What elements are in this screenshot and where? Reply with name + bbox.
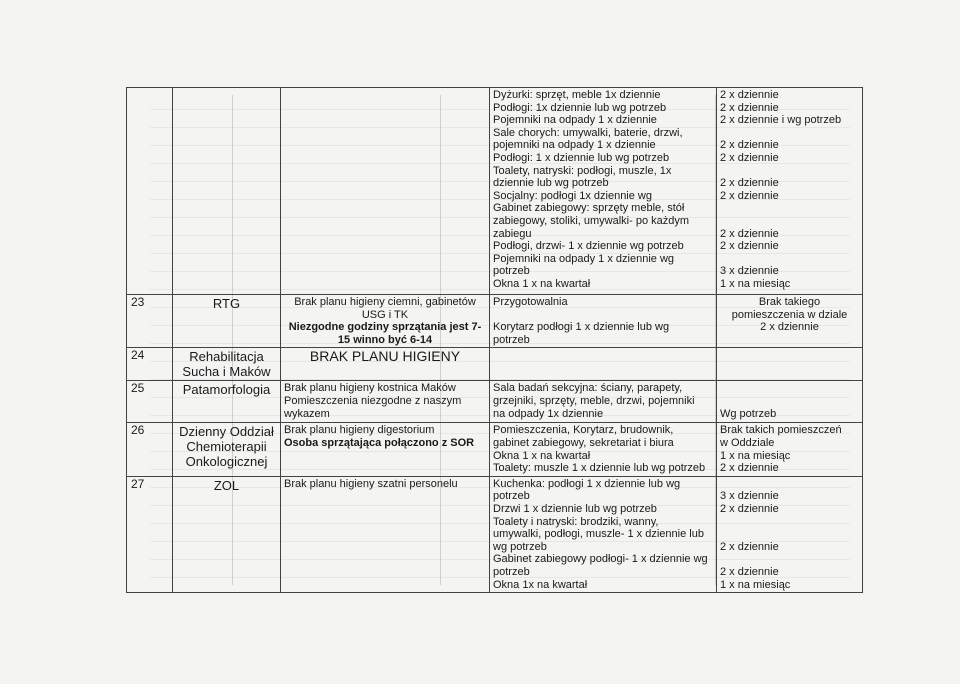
tasks-cell — [490, 295, 717, 348]
table-row — [127, 295, 863, 348]
task-line: Toalety, natryski: podłogi, muszle, 1x — [493, 164, 672, 177]
task-line: wg potrzeb — [493, 540, 547, 553]
row-number: 27 — [127, 476, 173, 592]
frequency-cell — [717, 295, 863, 348]
task-line: zabiegowy, stoliki, umywalki- po każdym — [493, 214, 690, 227]
row-number: 26 — [127, 423, 173, 476]
department-name: Dzienny Oddział Chemioterapii Onkologicznej — [173, 423, 281, 476]
row-number: 23 — [127, 295, 173, 348]
task-line: Podłogi: 1 x dziennie lub wg potrzeb — [493, 151, 670, 164]
frequency-line: pomieszczenia w dziale — [731, 308, 848, 321]
frequency-line: 2 x dziennie — [720, 151, 779, 164]
task-line: Podłogi: 1x dziennie lub wg potrzeb — [493, 101, 667, 114]
plan-line: Brak planu higieny kostnica Maków — [284, 382, 456, 395]
plan-line: Brak planu higieny szatni personelu — [284, 477, 458, 490]
document-sheet — [126, 87, 862, 593]
task-line: Pomieszczenia, Korytarz, brudownik, — [493, 424, 674, 437]
frequency-line: 2 x dziennie — [720, 177, 779, 190]
row-number: 24 — [127, 348, 173, 381]
frequency-line: 2 x dziennie — [720, 565, 779, 578]
row-number — [127, 88, 173, 295]
frequency-line: 2 x dziennie — [720, 227, 779, 240]
task-line: pojemniki na odpady 1 x dziennie — [493, 139, 656, 152]
plan-warning: Osoba sprzątająca połączono z SOR — [284, 436, 475, 449]
frequency-cell — [717, 381, 863, 423]
frequency-line: w Oddziale — [720, 436, 775, 449]
tasks-cell — [490, 88, 717, 295]
frequency-line: 2 x dziennie — [720, 462, 779, 475]
task-line: Sala badań sekcyjna: ściany, parapety, — [493, 382, 683, 395]
task-line: gabinet zabiegowy, sekretariat i biura — [493, 436, 674, 449]
tasks-cell — [490, 348, 717, 381]
frequency-line: 1 x na miesiąc — [720, 277, 791, 290]
tasks-cell — [490, 381, 717, 423]
task-line: dziennie lub wg potrzeb — [493, 177, 609, 190]
plan-cell — [281, 476, 490, 592]
table-row — [127, 88, 863, 295]
task-line: Drzwi 1 x dziennie lub wg potrzeb — [493, 502, 657, 515]
table-row — [127, 476, 863, 592]
task-line: Gabinet zabiegowy: sprzęty meble, stół — [493, 202, 685, 215]
task-line: Podłogi, drzwi- 1 x dziennie wg potrzeb — [493, 240, 684, 253]
frequency-line: 2 x dziennie — [720, 240, 779, 253]
task-line: Kuchenka: podłogi 1 x dziennie lub wg — [493, 477, 681, 490]
plan-warning: 15 winno być 6-14 — [337, 333, 433, 346]
task-line: Okna 1 x na kwartał — [493, 277, 591, 290]
task-line: Sale chorych: umywalki, baterie, drzwi, — [493, 126, 683, 139]
frequency-line: 1 x na miesiąc — [720, 578, 791, 591]
department-name — [173, 88, 281, 295]
department-name: ZOL — [173, 476, 281, 592]
frequency-line: Brak takiego — [758, 296, 821, 308]
task-line: Okna 1x na kwartał — [493, 578, 588, 591]
task-line: na odpady 1x dziennie — [493, 407, 604, 420]
task-line: Toalety: muszle 1 x dziennie lub wg potrzeb — [493, 462, 706, 475]
task-line: potrzeb — [493, 265, 530, 278]
frequency-line: 2 x dziennie — [720, 139, 779, 152]
task-line: potrzeb — [493, 490, 530, 503]
task-line: potrzeb — [493, 333, 530, 346]
frequency-cell — [717, 348, 863, 381]
frequency-line: 2 x dziennie — [720, 540, 779, 553]
table-row — [127, 381, 863, 423]
table-row — [127, 348, 863, 381]
frequency-line: Brak takich pomieszczeń — [720, 424, 842, 437]
plan-cell — [281, 88, 490, 295]
plan-cell — [281, 295, 490, 348]
task-line: grzejniki, sprzęty, meble, drzwi, pojemniki — [493, 394, 695, 407]
plan-warning: Niezgodne godziny sprzątania jest 7- — [288, 321, 482, 334]
frequency-line: 1 x na miesiąc — [720, 449, 791, 462]
frequency-line: Wg potrzeb — [720, 407, 777, 420]
frequency-line: 2 x dziennie — [720, 101, 779, 114]
plan-line: USG i TK — [361, 308, 409, 321]
task-line: Pojemniki na odpady 1 x dziennie wg — [493, 252, 675, 265]
plan-line: Brak planu higieny digestorium — [284, 424, 435, 437]
hygiene-plan-table — [126, 87, 863, 593]
row-number: 25 — [127, 381, 173, 423]
frequency-line: 2 x dziennie — [760, 321, 819, 334]
plan-line: wykazem — [284, 407, 330, 420]
frequency-line: 2 x dziennie i wg potrzeb — [720, 114, 842, 127]
task-line: umywalki, podłogi, muszle- 1 x dziennie lub — [493, 528, 704, 541]
department-name: Rehabilitacja Sucha i Maków — [173, 348, 281, 381]
task-line: potrzeb — [493, 565, 530, 578]
task-line: Korytarz podłogi 1 x dziennie lub wg — [493, 321, 670, 334]
task-line: Toalety i natryski: brodziki, wanny, — [493, 515, 659, 528]
department-name: Patamorfologia — [173, 381, 281, 423]
department-name: RTG — [173, 295, 281, 348]
frequency-line: 2 x dziennie — [720, 89, 779, 101]
plan-cell — [281, 423, 490, 476]
frequency-line: 2 x dziennie — [720, 502, 779, 515]
frequency-cell — [717, 88, 863, 295]
task-line: zabiegu — [493, 227, 532, 240]
plan-line: Pomieszczenia niezgodne z naszym — [284, 394, 462, 407]
plan-cell — [281, 381, 490, 423]
frequency-line: 2 x dziennie — [720, 189, 779, 202]
table-row — [127, 423, 863, 476]
frequency-line: 3 x dziennie — [720, 265, 779, 278]
tasks-cell — [490, 476, 717, 592]
task-line: Socjalny: podłogi 1x dziennie wg — [493, 189, 652, 202]
task-line: Gabinet zabiegowy podłogi- 1 x dziennie wg — [493, 553, 708, 566]
task-line: Dyżurki: sprzęt, meble 1x dziennie — [493, 89, 661, 101]
task-line: Przygotowalnia — [493, 296, 568, 308]
tasks-cell — [490, 423, 717, 476]
plan-missing-label: BRAK PLANU HIGIENY — [281, 348, 490, 381]
frequency-cell — [717, 476, 863, 592]
plan-line: Brak planu higieny ciemni, gabinetów — [294, 296, 476, 308]
task-line: Okna 1 x na kwartał — [493, 449, 591, 462]
frequency-line: 3 x dziennie — [720, 490, 779, 503]
task-line: Pojemniki na odpady 1 x dziennie — [493, 114, 657, 127]
frequency-cell — [717, 423, 863, 476]
